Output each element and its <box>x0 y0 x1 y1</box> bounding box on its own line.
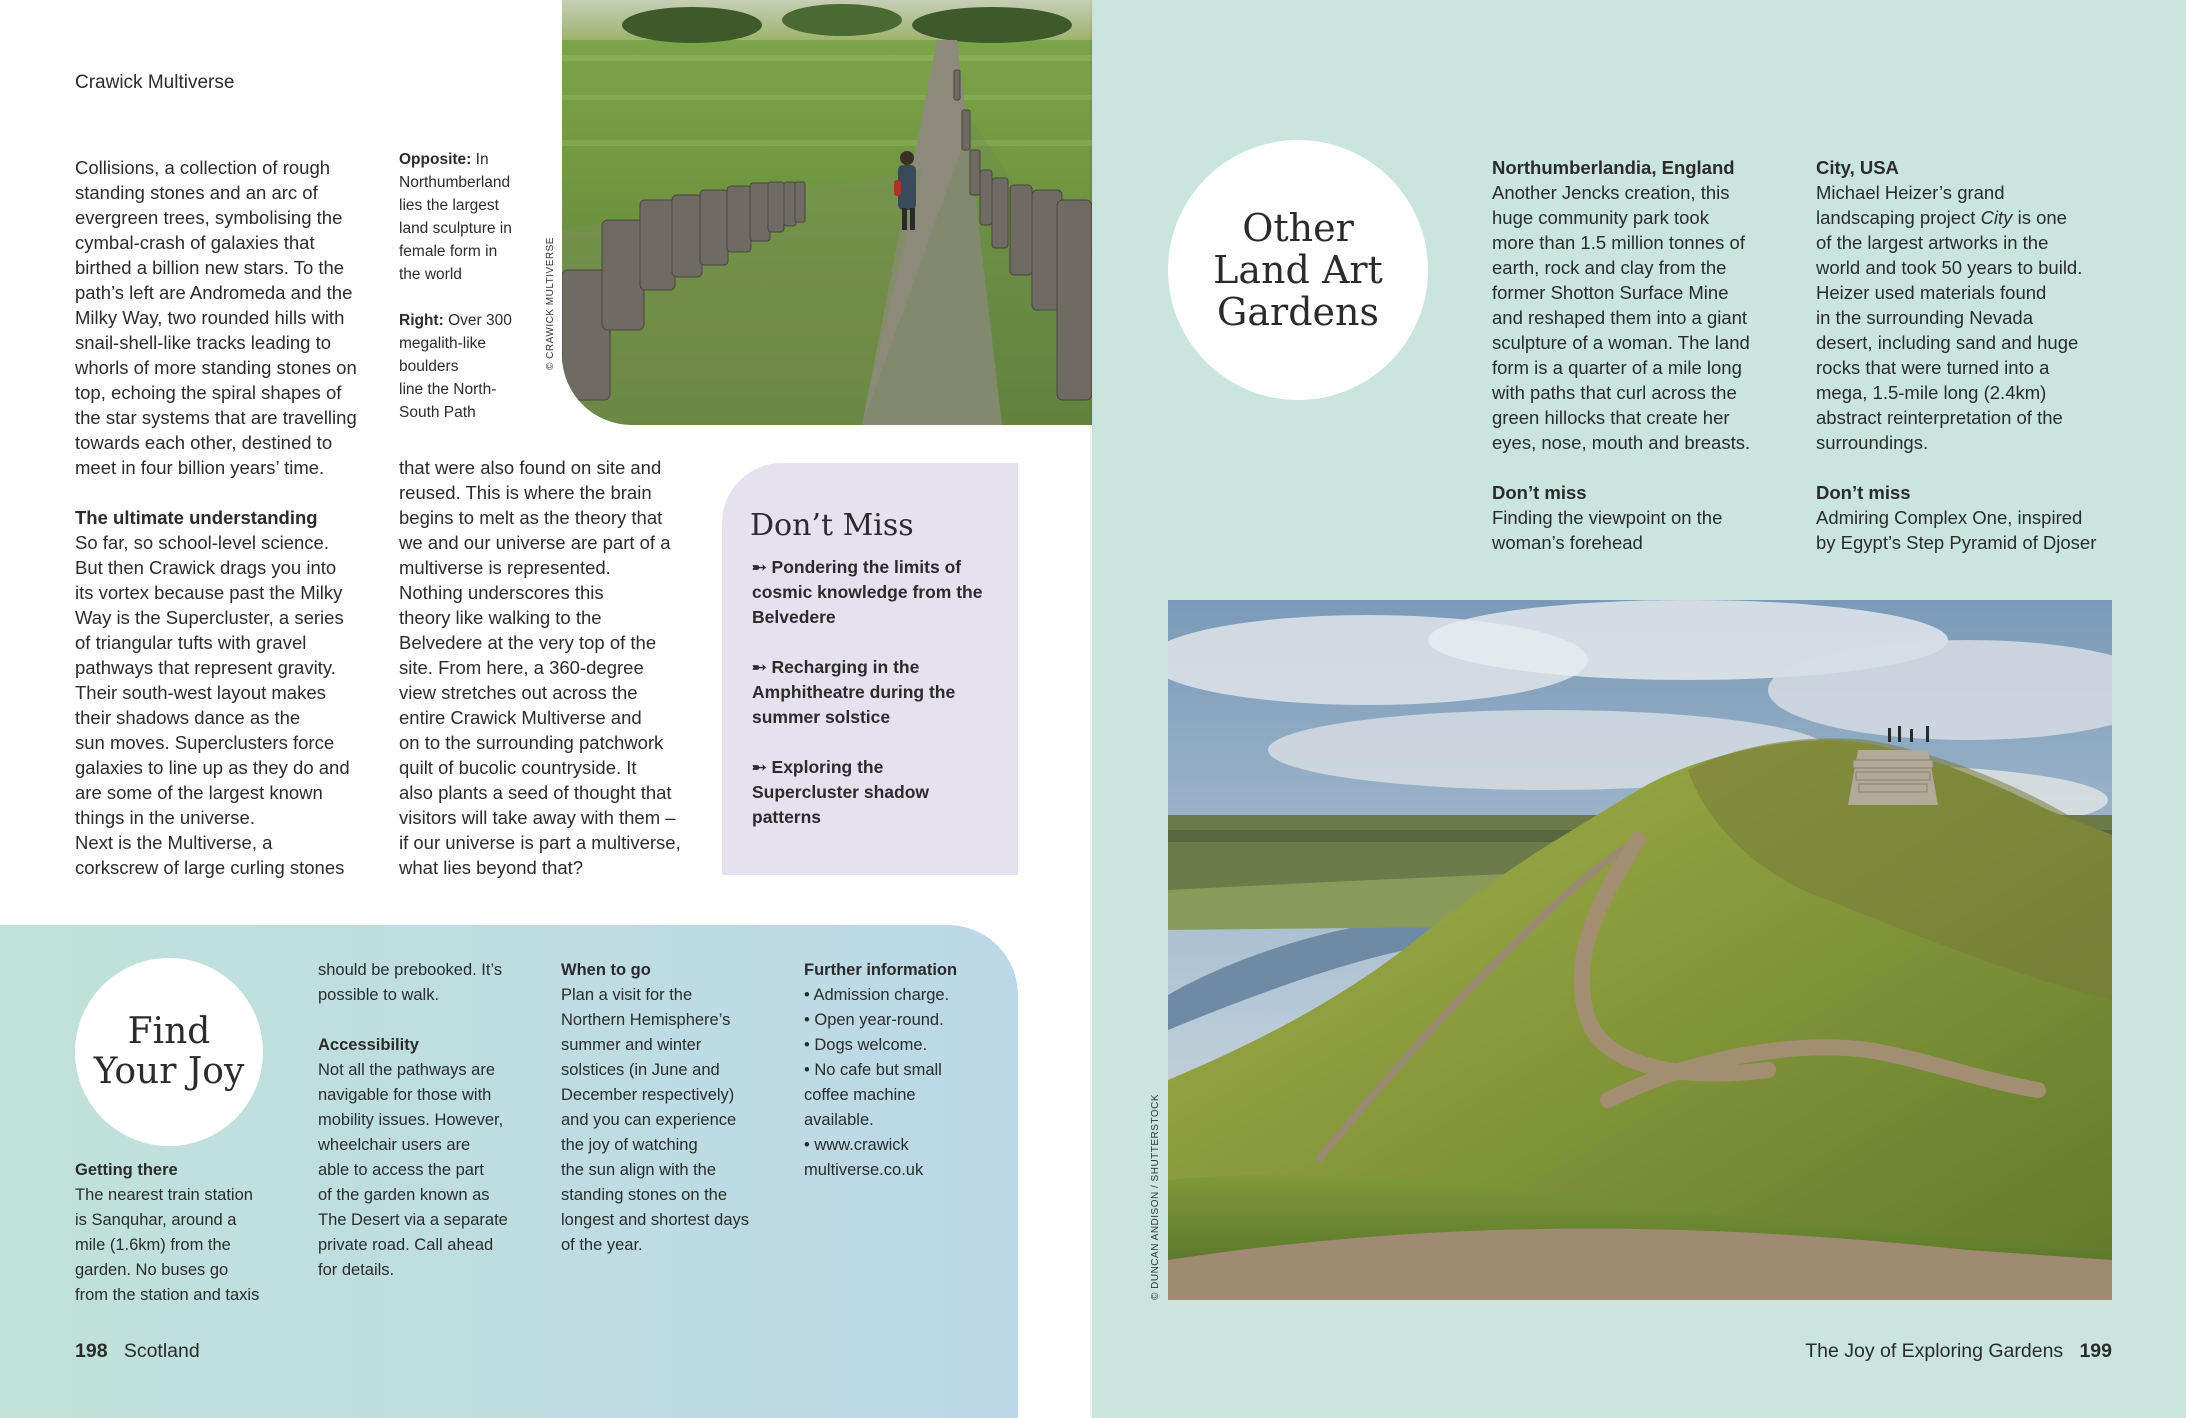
city-text-part1: Michael Heizer’s grand landscaping project <box>1816 182 2005 228</box>
caption-right-text: Over 300 megalith-like boulders line the North- South Path <box>399 312 512 421</box>
folio-left-number: 198 <box>75 1340 108 1362</box>
photo-northumberlandia <box>1168 600 2112 1300</box>
folio-right <box>1805 1340 2112 1363</box>
caption-opposite-text: In Northumberland lies the largest land sculpture in female form in the world <box>399 151 512 283</box>
photo2-credit: © DUNCAN ANDISON / SHUTTERSTOCK <box>1150 1093 1161 1300</box>
caption-right-label: Right: <box>399 312 444 329</box>
stone-path-illustration <box>562 0 1092 425</box>
when-to-go-text: Plan a visit for the Northern Hemisphere’s summer and winter solstices (in June and December respectively) and you can experience the joy of watching the sun align with the standing stones on the longest and shortest days of the year. <box>561 986 750 1254</box>
when-to-go-heading: When to go <box>561 961 651 979</box>
folio-right-title: The Joy of Exploring Gardens <box>1805 1340 2064 1362</box>
dont-miss-item: ➸ Exploring the Supercluster shadow patterns <box>752 757 929 827</box>
photo1-credit: © CRAWICK MULTIVERSE <box>545 237 556 370</box>
accessibility-text: Not all the pathways are navigable for those with mobility issues. However, wheelchair users are able to access the part of the garden known as The Desert via a separate private road. Call ahead for details. <box>318 1061 508 1279</box>
subhead-ultimate-understanding: The ultimate understanding <box>75 507 318 528</box>
getting-there-continued: should be prebooked. It’s possible to walk. <box>318 961 503 1004</box>
running-head: Crawick Multiverse <box>75 72 235 93</box>
caption-opposite <box>399 148 544 286</box>
city-usa-text <box>1816 180 2116 455</box>
city-dont-miss-heading: Don’t miss <box>1816 482 1911 503</box>
getting-there-text: The nearest train station is Sanquhar, around a mile (1.6km) from the garden. No buses go from the station and taxis <box>75 1186 260 1304</box>
dont-miss-item: ➸ Pondering the limits of cosmic knowledge from the Belvedere <box>752 557 983 627</box>
body-col2-para: that were also found on site and reused. This is where the brain begins to melt as the theory that we and our universe are part of a multiverse is represented. Nothing underscores this theory like walking to the Belvedere at the very top of the site. From here, a 360-degree view stretches out across the entire Crawick Multiverse and on to the surrounding patchwork quilt of bucolic countryside. It also plants a seed of thought that visitors will take away with them – if our universe is part a multiverse, what lies beyond that? <box>399 457 681 878</box>
city-text-italic: City <box>1980 207 2013 228</box>
caption-opposite-label: Opposite: <box>399 151 472 168</box>
city-dont-miss-text: Admiring Complex One, inspired by Egypt’s Step Pyramid of Djoser <box>1816 507 2097 553</box>
northumberlandia-illustration <box>1168 600 2112 1300</box>
northumberlandia-dont-miss-text: Finding the viewpoint on the woman’s forehead <box>1492 507 1723 553</box>
caption-right <box>399 309 544 424</box>
find-your-joy-circle: Find Your Joy <box>75 958 263 1146</box>
further-info-heading: Further information <box>804 961 958 979</box>
accessibility-heading: Accessibility <box>318 1036 419 1054</box>
dont-miss-title: Don’t Miss <box>750 508 914 543</box>
northumberlandia-heading: Northumberlandia, England <box>1492 157 1735 178</box>
photo-stone-path <box>562 0 1092 425</box>
folio-left-section: Scotland <box>123 1340 200 1362</box>
body-col1-para1: Collisions, a collection of rough standing stones and an arc of evergreen trees, symbolising the cymbal-crash of galaxies that birthed a billion new stars. To the path’s left are Andromeda and the Milky Way, two rounded hills with snail-shell-like tracks leading to whorls of more standing stones on top, echoing the spiral shapes of the star systems that are travelling towards each other, destined to meet in four billion years’ time. <box>75 157 357 478</box>
further-info-text: • Admission charge. • Open year-round. • Dogs welcome. • No cafe but small coffee machine available. • www.crawick multiverse.co.uk <box>804 986 950 1179</box>
body-col1-para2: So far, so school-level science. But then Crawick drags you into its vortex because past the Milky Way is the Supercluster, a series of triangular tufts with gravel pathways that represent gravity. Their south-west layout makes their shadows dance as the sun moves. Superclusters force galaxies to line up as they do and are some of the largest known things in the universe. Next is the Multiverse, a corkscrew of large curling stones <box>75 532 350 878</box>
folio-right-number: 199 <box>2079 1340 2112 1362</box>
getting-there-heading: Getting there <box>75 1161 178 1179</box>
dont-miss-item: ➸ Recharging in the Amphitheatre during the summer solstice <box>752 657 956 727</box>
northumberlandia-dont-miss-heading: Don’t miss <box>1492 482 1587 503</box>
page-gutter <box>1090 0 1094 1418</box>
folio-left <box>75 1340 200 1363</box>
city-text-part2: is one of the largest artworks in the world and took 50 years to build. Heizer used materials found in the surrounding Nevada desert, including sand and huge rocks that were turned into a mega, 1.5-mile long (2.4km) abstract reinterpretation of the surroundings. <box>1816 207 2083 453</box>
other-land-art-circle: Other Land Art Gardens <box>1168 140 1428 400</box>
city-usa-heading: City, USA <box>1816 157 1899 178</box>
northumberlandia-text: Another Jencks creation, this huge community park took more than 1.5 million tonnes of earth, rock and clay from the former Shotton Surface Mine and reshaped them into a giant sculpture of a woman. The land form is a quarter of a mile long with paths that curl across the green hillocks that create her eyes, nose, mouth and breasts. <box>1492 182 1751 453</box>
